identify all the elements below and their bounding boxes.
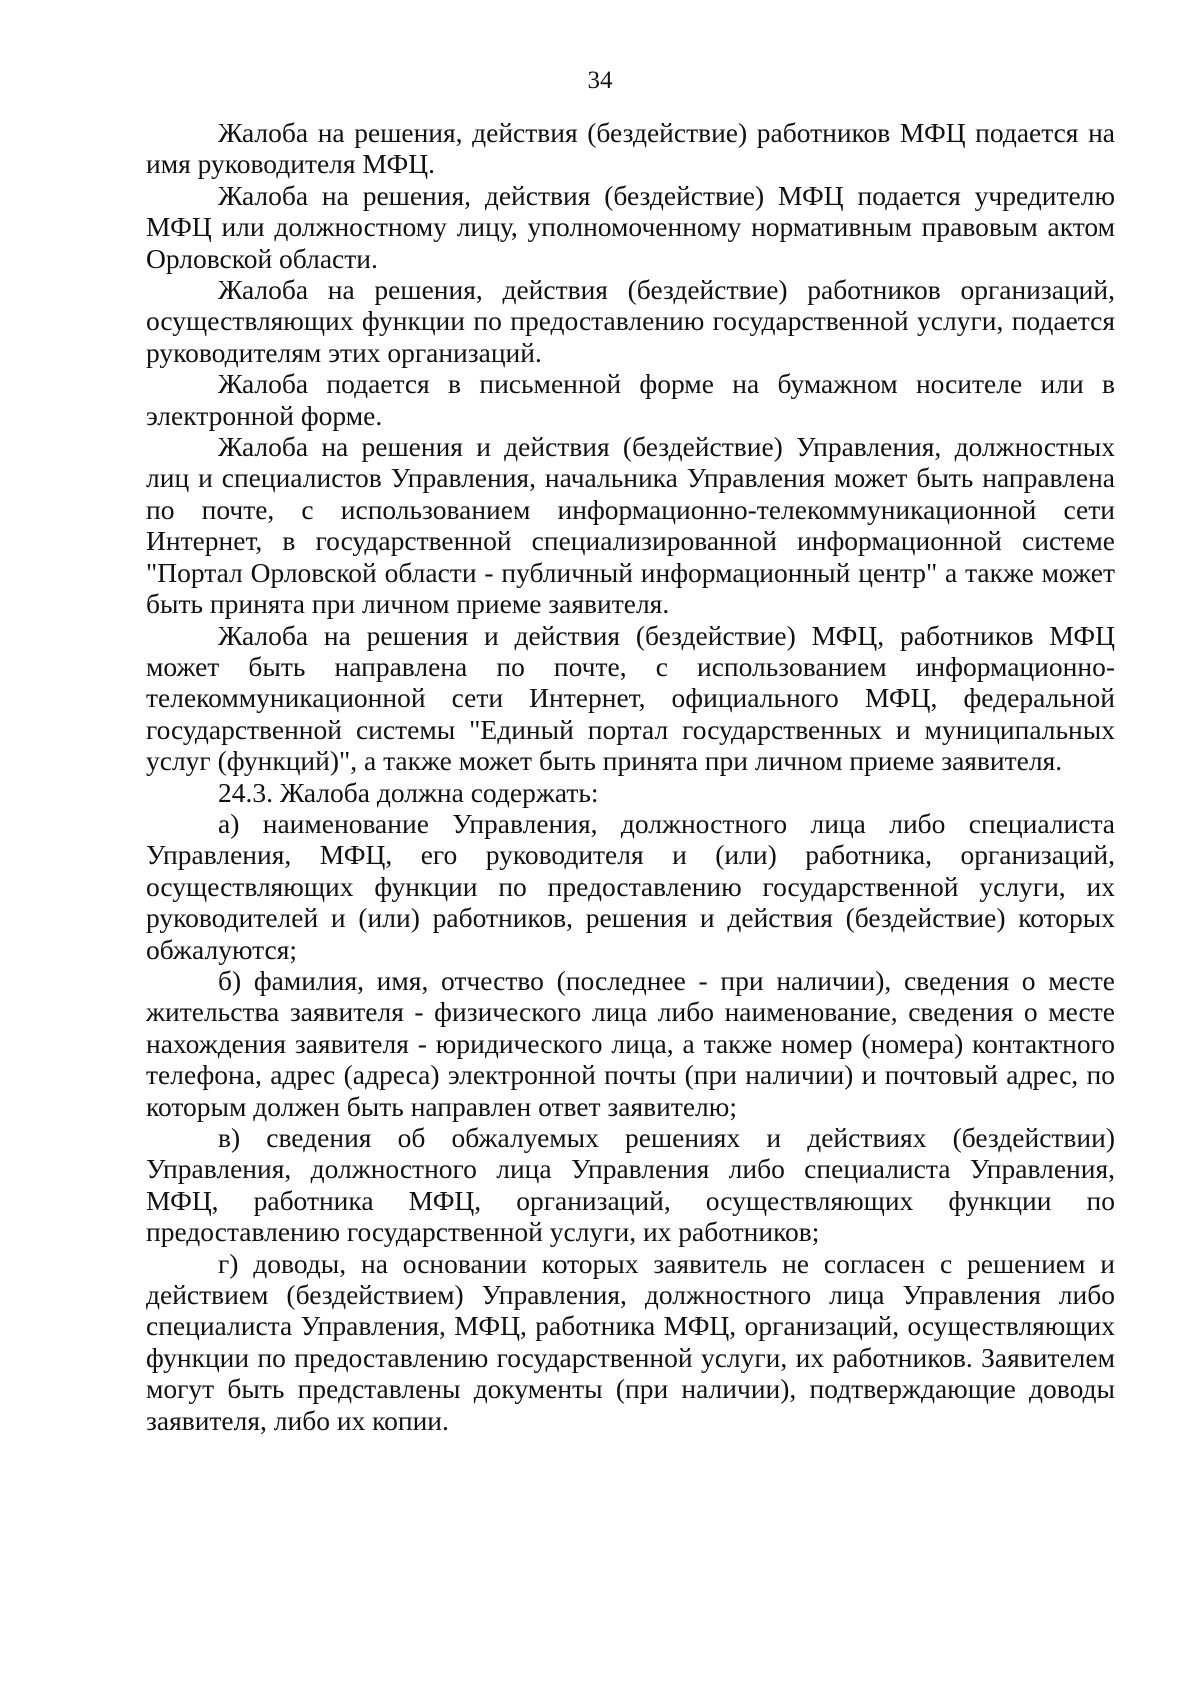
page-number: 34: [587, 67, 613, 94]
paragraph: Жалоба на решения, действия (бездействие) МФЦ подается учредителю МФЦ или должностному лицу, уполномоченному нормативным правовым актом Орловской области.: [146, 179, 1115, 274]
document-body: [146, 117, 1115, 1436]
paragraph: Жалоба на решения, действия (бездействие) работников организаций, осуществляющих функции по предоставлению государственной услуги, подается руководителям этих организаций.: [146, 274, 1115, 368]
list-item: а) наименование Управления, должностного лица либо специалиста Управления, МФЦ, его руководителя и (или) работника, организаций, осуществляющих функции по предоставлению государственной услуги, их руководителей и (или) работников, решения и действия (бездействие) которых обжалуются;: [146, 807, 1115, 965]
paragraph: Жалоба на решения и действия (бездействие) Управления, должностных лиц и специалистов Управления, начальника Управления может быть направлена по почте, с использованием информационно-телекоммуникационной сети Интернет, в государственной специализированной информационной системе "Портал Орловской области - публичный информационный центр" а также может быть принята при личном приеме заявителя.: [146, 431, 1115, 620]
list-item: б) фамилия, имя, отчество (последнее - при наличии), сведения о месте жительства заявителя - физического лица либо наименование, сведения о месте нахождения заявителя - юридического лица, а также номер (номера) контактного телефона, адрес (адреса) электронной почты (при наличии) и почтовый адрес, по которым должен быть направлен ответ заявителю;: [146, 964, 1115, 1122]
list-item: в) сведения об обжалуемых решениях и действиях (бездействии) Управления, должностного лица Управления либо специалиста Управления, МФЦ, работника МФЦ, организаций, осуществляющих функции по предоставлению государственной услуги, их работников;: [146, 1122, 1115, 1248]
paragraph: Жалоба на решения и действия (бездействие) МФЦ, работников МФЦ может быть направлена по почте, с использованием информационно-телекоммуникационной сети Интернет, официального МФЦ, федеральной государственной системы "Единый портал государственных и муниципальных услуг (функций)", а также может быть принята при личном приеме заявителя.: [146, 619, 1115, 777]
list-item: г) доводы, на основании которых заявитель не согласен с решением и действием (бездействием) Управления, должностного лица Управления либо специалиста Управления, МФЦ, работника МФЦ, организаций, осуществляющих функции по предоставлению государственной услуги, их работников. Заявителем могут быть представлены документы (при наличии), подтверждающие доводы заявителя, либо их копии.: [146, 1247, 1115, 1436]
paragraph: Жалоба на решения, действия (бездействие) работников МФЦ подается на имя руководителя МФЦ.: [146, 117, 1115, 180]
paragraph: Жалоба подается в письменной форме на бумажном носителе или в электронной форме.: [146, 368, 1115, 431]
section-heading: 24.3. Жалоба должна содержать:: [218, 776, 599, 808]
